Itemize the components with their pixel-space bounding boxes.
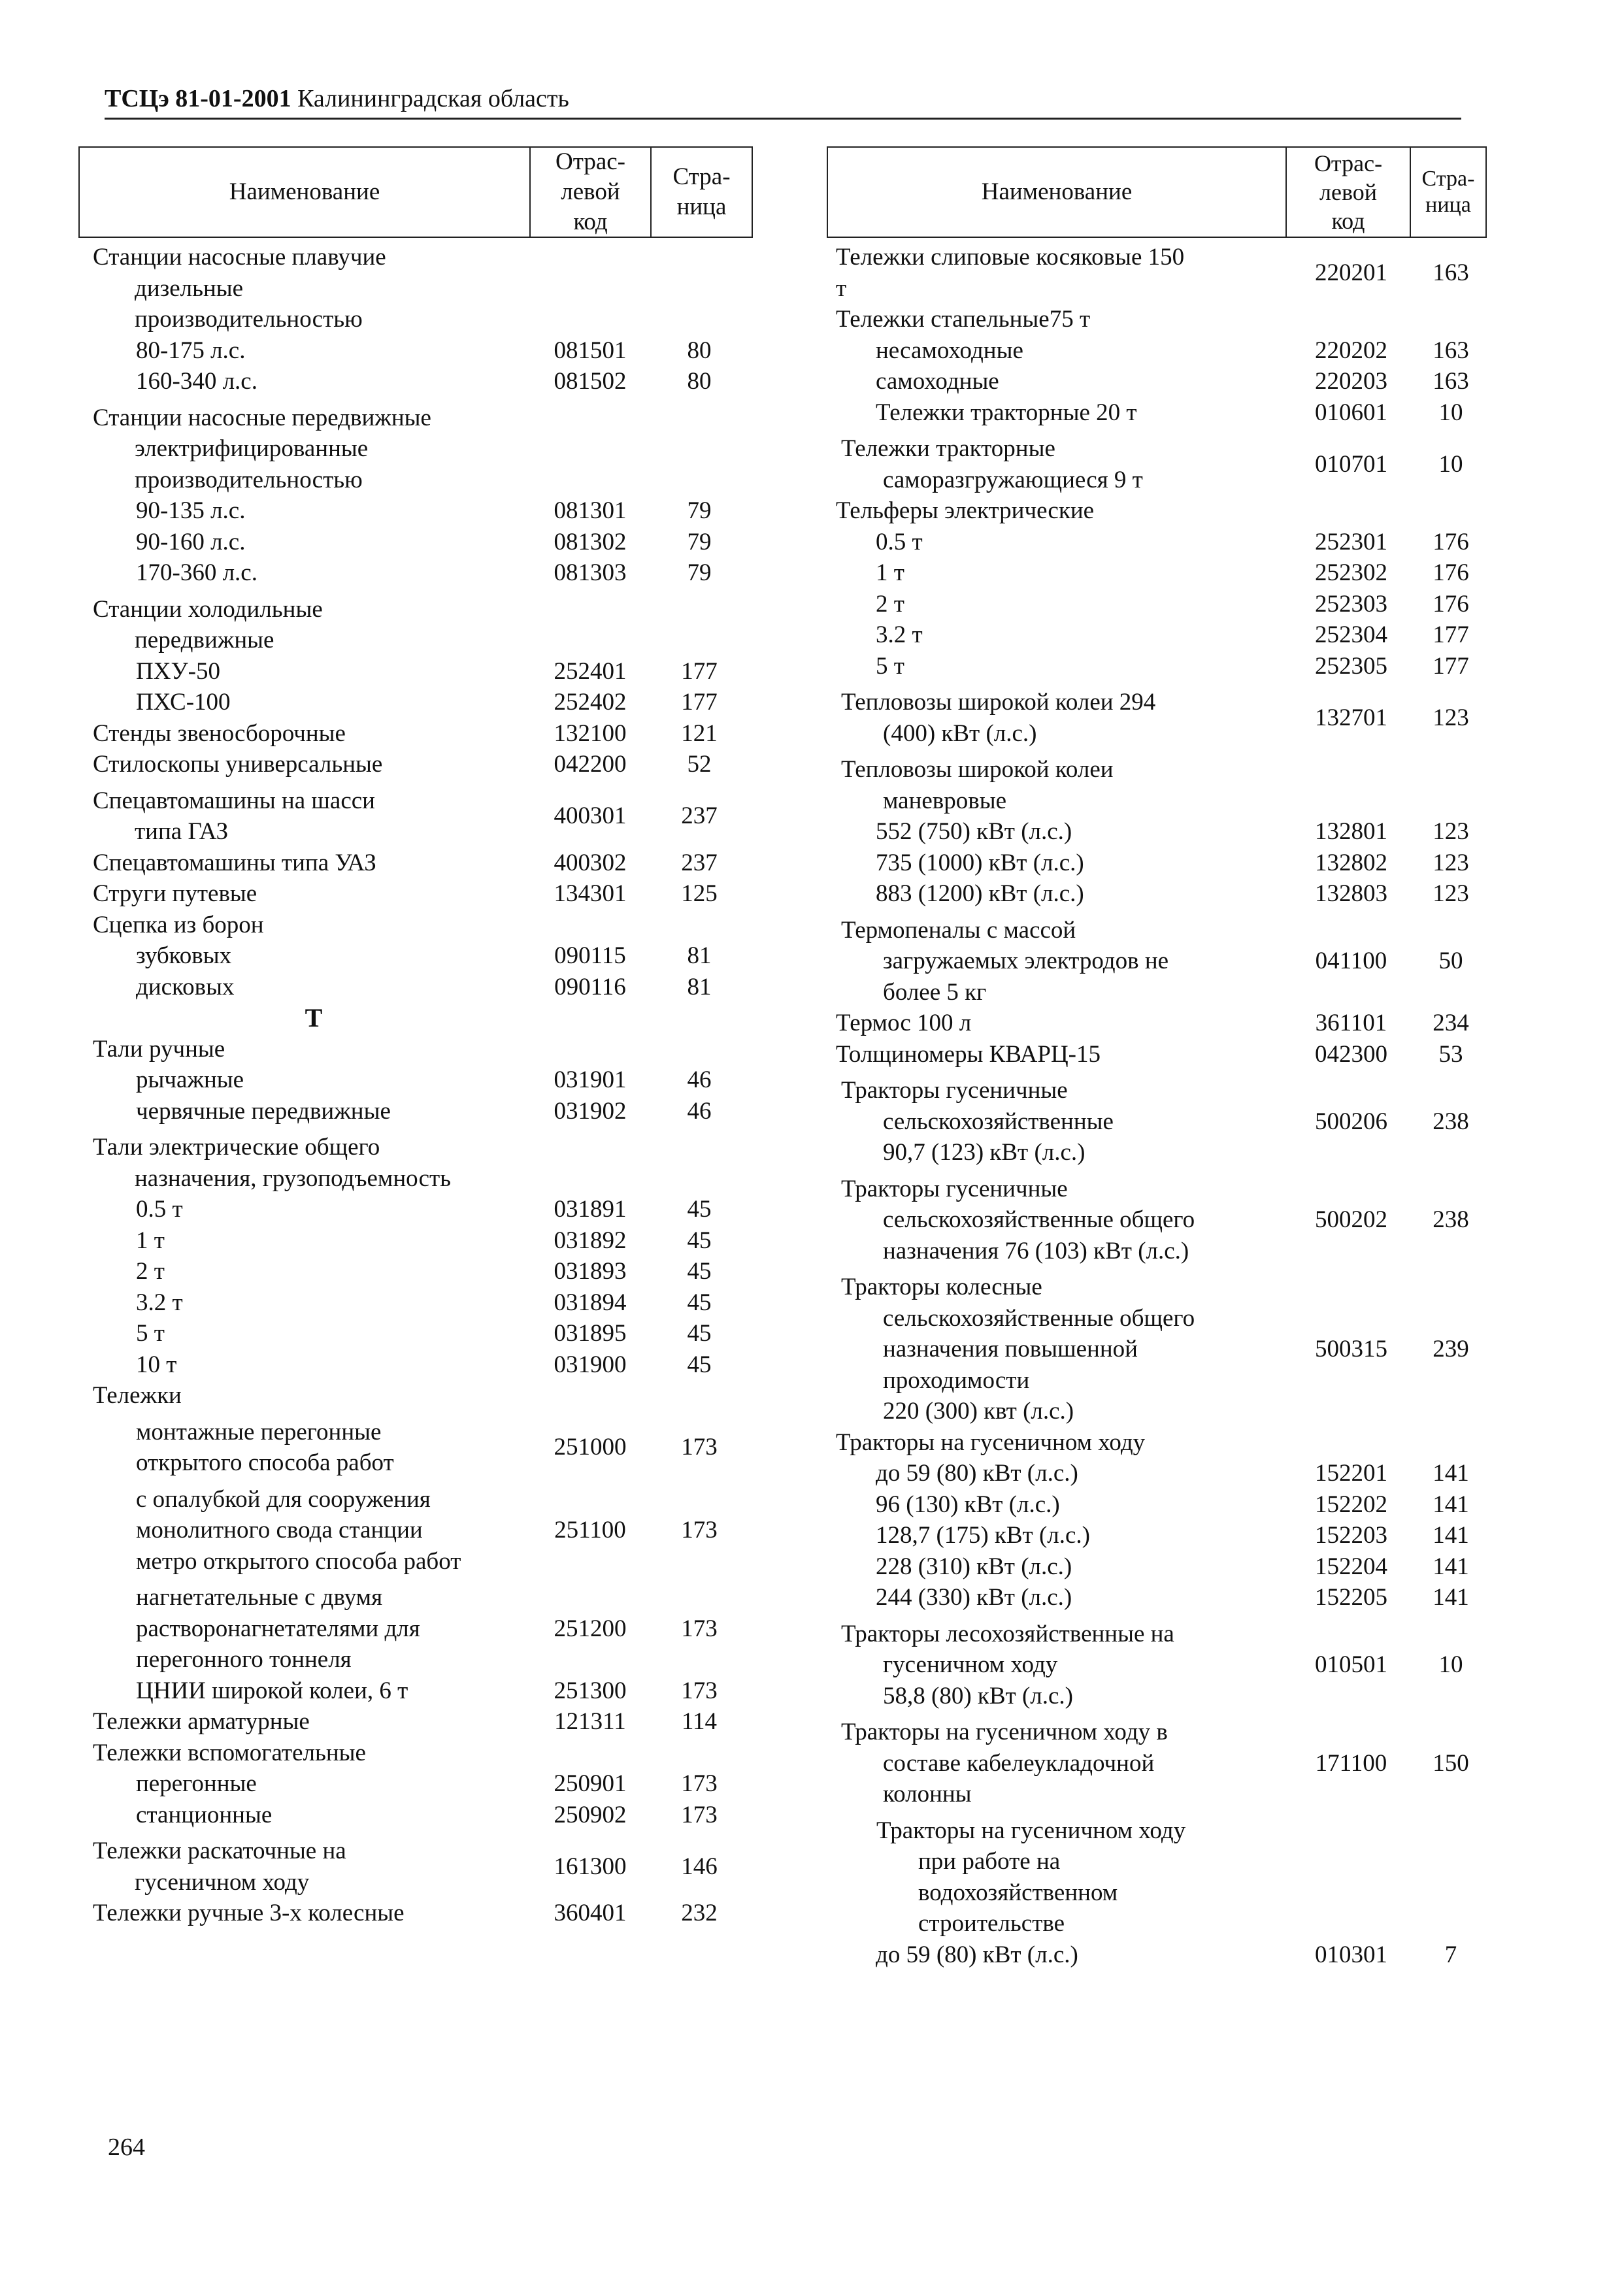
item-page: 123 bbox=[1433, 704, 1469, 731]
item-page: 123 bbox=[1433, 880, 1469, 907]
right-table-header bbox=[827, 146, 1487, 238]
index-row bbox=[78, 1706, 753, 1738]
item-name: рычажные bbox=[136, 1066, 244, 1093]
item-code: 252305 bbox=[1315, 652, 1387, 680]
item-code: 152205 bbox=[1315, 1584, 1387, 1611]
header-code-col: Отрас- левой код bbox=[1285, 148, 1410, 237]
item-page: 141 bbox=[1433, 1584, 1469, 1611]
item-name: Станции холодильные передвижные bbox=[93, 595, 323, 653]
index-row bbox=[78, 1256, 753, 1287]
item-page: 173 bbox=[681, 1615, 718, 1642]
index-row bbox=[827, 242, 1487, 304]
item-code: 081303 bbox=[554, 559, 627, 586]
item-page: 141 bbox=[1433, 1553, 1469, 1580]
item-name: 160-340 л.с. bbox=[136, 368, 257, 395]
index-row bbox=[827, 366, 1487, 397]
index-row bbox=[78, 687, 753, 718]
item-page: 173 bbox=[681, 1770, 718, 1797]
left-table-header bbox=[78, 146, 753, 238]
index-row bbox=[827, 878, 1487, 910]
item-page: 173 bbox=[681, 1801, 718, 1828]
right-index-column bbox=[827, 146, 1487, 1970]
item-page: 50 bbox=[1438, 948, 1463, 974]
item-code: 031901 bbox=[554, 1066, 627, 1093]
index-row bbox=[78, 1064, 753, 1096]
header-code: ТСЦэ 81-01-2001 bbox=[105, 85, 291, 112]
item-page: 79 bbox=[687, 528, 712, 555]
header-region: Калининградская область bbox=[291, 85, 569, 112]
item-name: 3.2 т bbox=[136, 1289, 183, 1316]
item-code: 010701 bbox=[1315, 450, 1387, 478]
item-name: 552 (750) кВт (л.с.) bbox=[876, 818, 1072, 845]
index-row bbox=[78, 910, 753, 941]
item-name: Термос 100 л bbox=[836, 1010, 972, 1036]
item-page: 80 bbox=[687, 337, 712, 364]
item-code: 010601 bbox=[1315, 399, 1387, 426]
item-code: 361101 bbox=[1315, 1010, 1387, 1036]
index-row bbox=[827, 1174, 1487, 1267]
item-name: Спецавтомашины типа УАЗ bbox=[93, 849, 376, 876]
item-code: 500202 bbox=[1315, 1206, 1387, 1233]
index-row bbox=[78, 1318, 753, 1349]
item-code: 500315 bbox=[1315, 1336, 1387, 1362]
item-code: 134301 bbox=[554, 880, 627, 907]
item-code: 152204 bbox=[1315, 1553, 1387, 1580]
index-row bbox=[78, 1096, 753, 1127]
item-code: 252302 bbox=[1315, 559, 1387, 586]
item-code: 250901 bbox=[554, 1770, 627, 1797]
item-name: 2 т bbox=[136, 1258, 165, 1285]
index-row bbox=[78, 1132, 753, 1194]
index-row bbox=[78, 1287, 753, 1319]
item-code: 251200 bbox=[554, 1615, 627, 1642]
item-name: 5 т bbox=[876, 652, 904, 680]
item-name: Тракторы на гусеничном ходу при работе на водохозяйственном строительстве bbox=[876, 1817, 1186, 1937]
item-code: 252401 bbox=[554, 657, 627, 685]
item-name: Тележки слиповые косяковые 150 т bbox=[836, 244, 1185, 302]
item-name: Спецавтомашины на шасси типа ГАЗ bbox=[93, 787, 375, 845]
item-code: 031900 bbox=[554, 1351, 627, 1378]
item-page: 10 bbox=[1438, 1651, 1463, 1678]
item-page: 46 bbox=[687, 1066, 712, 1093]
section-letter bbox=[78, 1002, 753, 1034]
item-code: 010501 bbox=[1315, 1651, 1387, 1678]
item-name: 228 (310) кВт (л.с.) bbox=[876, 1553, 1072, 1580]
index-row bbox=[827, 1008, 1487, 1039]
header-code-col: Отрас- левой код bbox=[529, 148, 650, 237]
item-page: 146 bbox=[681, 1853, 718, 1880]
item-page: 45 bbox=[687, 1196, 712, 1223]
index-row bbox=[78, 1582, 753, 1675]
item-name: зубковых bbox=[136, 942, 232, 969]
index-row bbox=[827, 1075, 1487, 1168]
index-row bbox=[827, 1272, 1487, 1427]
index-row bbox=[827, 1520, 1487, 1551]
item-page: 123 bbox=[1433, 849, 1469, 876]
index-row bbox=[78, 940, 753, 972]
item-name: 3.2 т bbox=[876, 621, 923, 648]
index-row bbox=[78, 594, 753, 656]
item-page: 79 bbox=[687, 559, 712, 586]
item-name: 0.5 т bbox=[136, 1196, 183, 1223]
item-name: монтажные перегонные открытого способа работ bbox=[136, 1418, 394, 1476]
item-code: 121311 bbox=[554, 1708, 626, 1735]
item-code: 152203 bbox=[1315, 1522, 1387, 1549]
item-code: 171100 bbox=[1315, 1749, 1387, 1777]
index-row bbox=[827, 1619, 1487, 1712]
index-row bbox=[78, 878, 753, 910]
item-page: 177 bbox=[1433, 652, 1469, 680]
index-row bbox=[78, 1675, 753, 1707]
item-name: 5 т bbox=[136, 1320, 165, 1347]
index-row bbox=[78, 366, 753, 397]
item-code: 220203 bbox=[1315, 368, 1387, 395]
header-name: Наименование bbox=[981, 178, 1133, 205]
item-page: 177 bbox=[1433, 621, 1469, 648]
index-row bbox=[827, 1551, 1487, 1583]
item-name: Тепловозы широкой колеи 294 (400) кВт (л.с.) bbox=[841, 689, 1156, 747]
index-row bbox=[827, 304, 1487, 335]
item-page: 232 bbox=[681, 1900, 718, 1926]
item-name: Толщиномеры КВАРЦ-15 bbox=[836, 1040, 1101, 1068]
item-page: 7 bbox=[1444, 1941, 1457, 1968]
item-name: Тележки тракторные 20 т bbox=[876, 399, 1137, 426]
item-name: самоходные bbox=[876, 368, 999, 395]
item-page: 123 bbox=[1433, 818, 1469, 845]
index-row bbox=[78, 1417, 753, 1479]
item-page: 173 bbox=[681, 1517, 718, 1543]
item-code: 400301 bbox=[554, 802, 627, 830]
item-code: 031893 bbox=[554, 1258, 627, 1285]
item-name: Тракторы лесохозяйственные на гусеничном ходу 58,8 (80) кВт (л.с.) bbox=[841, 1620, 1174, 1709]
item-code: 042300 bbox=[1315, 1040, 1387, 1068]
index-row bbox=[827, 816, 1487, 848]
item-name: до 59 (80) кВт (л.с.) bbox=[876, 1460, 1078, 1487]
item-page: 176 bbox=[1433, 590, 1469, 618]
item-code: 031894 bbox=[554, 1289, 627, 1316]
item-code: 132801 bbox=[1315, 818, 1387, 845]
item-name: перегонные bbox=[136, 1770, 257, 1797]
item-code: 031892 bbox=[554, 1227, 627, 1254]
item-code: 152202 bbox=[1315, 1491, 1387, 1518]
item-code: 251100 bbox=[554, 1517, 626, 1543]
right-rows bbox=[827, 242, 1487, 1970]
item-name: Сцепка из борон bbox=[93, 911, 264, 938]
index-row bbox=[827, 495, 1487, 527]
header-page-col: Стра- ница bbox=[1410, 148, 1485, 237]
item-name: 128,7 (175) кВт (л.с.) bbox=[876, 1522, 1090, 1549]
item-page: 53 bbox=[1438, 1040, 1463, 1068]
index-row bbox=[78, 1034, 753, 1065]
item-name: 2 т bbox=[876, 590, 904, 618]
item-page: 81 bbox=[687, 942, 712, 969]
item-name: ПХУ-50 bbox=[136, 657, 220, 685]
index-row bbox=[78, 1898, 753, 1929]
item-code: 081502 bbox=[554, 368, 627, 395]
item-name: Станции насосные передвижные электрифицированные производительностью bbox=[93, 404, 431, 493]
item-code: 251300 bbox=[554, 1677, 627, 1704]
index-row bbox=[78, 785, 753, 848]
item-name: Тали ручные bbox=[93, 1035, 225, 1063]
item-code: 152201 bbox=[1315, 1460, 1387, 1487]
item-name: Тележки раскаточные на гусеничном ходу bbox=[93, 1838, 346, 1896]
index-row bbox=[78, 1800, 753, 1831]
item-code: 132701 bbox=[1315, 704, 1387, 731]
index-row bbox=[78, 1349, 753, 1381]
item-page: 163 bbox=[1433, 368, 1469, 395]
item-page: 80 bbox=[687, 368, 712, 395]
index-row bbox=[78, 403, 753, 496]
item-name: 90-135 л.с. bbox=[136, 497, 246, 524]
item-code: 042200 bbox=[554, 751, 627, 778]
item-code: 031891 bbox=[554, 1196, 627, 1223]
item-name: Тракторы на гусеничном ходу в составе кабелеукладочной колонны bbox=[841, 1719, 1168, 1807]
item-name: Тележки арматурные bbox=[93, 1708, 310, 1735]
item-code: 031902 bbox=[554, 1097, 627, 1125]
item-code: 132100 bbox=[554, 719, 627, 747]
item-code: 132803 bbox=[1315, 880, 1387, 907]
item-name: 0.5 т bbox=[876, 528, 923, 555]
index-row bbox=[827, 848, 1487, 879]
index-row bbox=[78, 1836, 753, 1898]
item-code: 252301 bbox=[1315, 528, 1387, 555]
item-page: 237 bbox=[681, 802, 718, 830]
index-row bbox=[78, 527, 753, 558]
index-row bbox=[827, 1939, 1487, 1971]
item-page: 176 bbox=[1433, 528, 1469, 555]
item-name: 1 т bbox=[876, 559, 904, 586]
item-page: 238 bbox=[1433, 1206, 1469, 1233]
item-page: 45 bbox=[687, 1258, 712, 1285]
item-name: Струги путевые bbox=[93, 880, 257, 907]
index-row bbox=[827, 687, 1487, 749]
item-code: 031895 bbox=[554, 1320, 627, 1347]
page-number: 264 bbox=[108, 2134, 145, 2161]
item-name: 1 т bbox=[136, 1227, 165, 1254]
index-row bbox=[78, 557, 753, 589]
item-page: 79 bbox=[687, 497, 712, 524]
item-name: червячные передвижные bbox=[136, 1097, 391, 1125]
item-page: 163 bbox=[1433, 259, 1469, 286]
item-name: 735 (1000) кВт (л.с.) bbox=[876, 849, 1084, 876]
item-code: 090115 bbox=[554, 942, 626, 969]
index-row bbox=[827, 1039, 1487, 1070]
index-row bbox=[827, 557, 1487, 589]
index-row bbox=[827, 335, 1487, 367]
item-code: 360401 bbox=[554, 1900, 627, 1926]
index-row bbox=[827, 1458, 1487, 1489]
item-page: 176 bbox=[1433, 559, 1469, 586]
item-page: 121 bbox=[681, 719, 718, 747]
item-page: 150 bbox=[1433, 1749, 1469, 1777]
item-page: 10 bbox=[1438, 399, 1463, 426]
item-page: 177 bbox=[681, 689, 718, 716]
index-row bbox=[78, 848, 753, 879]
item-name: ПХС-100 bbox=[136, 689, 231, 716]
item-page: 45 bbox=[687, 1227, 712, 1254]
index-row bbox=[78, 242, 753, 335]
item-code: 081301 bbox=[554, 497, 627, 524]
item-page: 45 bbox=[687, 1351, 712, 1378]
item-code: 250902 bbox=[554, 1801, 627, 1828]
item-name: Тракторы колесные сельскохозяйственные общего назначения повышенной проходимости 220 (300) квт (л.с.) bbox=[841, 1274, 1195, 1425]
item-code: 081501 bbox=[554, 337, 627, 364]
item-name: 96 (130) кВт (л.с.) bbox=[876, 1491, 1060, 1518]
item-name: нагнетательные с двумя растворонагнетателями для перегонного тоннеля bbox=[136, 1584, 420, 1673]
item-name: Тележки ручные 3-х колесные bbox=[93, 1900, 405, 1926]
item-name: Тележки вспомогательные bbox=[93, 1739, 366, 1766]
index-row bbox=[78, 1380, 753, 1411]
item-page: 45 bbox=[687, 1320, 712, 1347]
index-row bbox=[827, 915, 1487, 1008]
item-code: 081302 bbox=[554, 528, 627, 555]
item-page: 125 bbox=[681, 880, 718, 907]
item-name: станционные bbox=[136, 1801, 273, 1828]
item-page: 173 bbox=[681, 1434, 718, 1461]
index-row bbox=[78, 495, 753, 527]
left-index-column bbox=[78, 146, 753, 1929]
index-row bbox=[827, 1717, 1487, 1810]
index-row bbox=[78, 1484, 753, 1577]
item-name: дисковых bbox=[136, 973, 235, 1000]
item-name: 80-175 л.с. bbox=[136, 337, 246, 364]
item-code: 252402 bbox=[554, 689, 627, 716]
index-row bbox=[78, 1768, 753, 1800]
item-code: 161300 bbox=[554, 1853, 627, 1880]
left-rows bbox=[78, 242, 753, 1929]
index-row bbox=[827, 527, 1487, 558]
item-page: 10 bbox=[1438, 450, 1463, 478]
index-row bbox=[827, 1489, 1487, 1521]
item-page: 173 bbox=[681, 1677, 718, 1704]
index-row bbox=[78, 1225, 753, 1257]
item-code: 252304 bbox=[1315, 621, 1387, 648]
index-row bbox=[78, 335, 753, 367]
item-name: несамоходные bbox=[876, 337, 1023, 364]
item-page: 141 bbox=[1433, 1491, 1469, 1518]
item-name: Стенды звеносборочные bbox=[93, 719, 346, 747]
index-row bbox=[827, 433, 1487, 495]
index-row bbox=[827, 589, 1487, 620]
item-code: 252303 bbox=[1315, 590, 1387, 618]
index-row bbox=[78, 718, 753, 750]
item-name: Тележки тракторные саморазгружающиеся 9 т bbox=[841, 435, 1143, 493]
item-name: Тракторы гусеничные сельскохозяйственные 90,7 (123) кВт (л.с.) bbox=[841, 1077, 1114, 1166]
index-row bbox=[827, 619, 1487, 651]
item-name: ЦНИИ широкой колеи, 6 т bbox=[136, 1677, 408, 1704]
item-name: 10 т bbox=[136, 1351, 177, 1378]
index-row bbox=[827, 397, 1487, 429]
item-code: 132802 bbox=[1315, 849, 1387, 876]
item-name: Тележки стапельные75 т bbox=[836, 306, 1091, 333]
item-page: 52 bbox=[687, 751, 712, 778]
item-page: 163 bbox=[1433, 337, 1469, 364]
index-row bbox=[78, 656, 753, 687]
item-name: Термопеналы с массой загружаемых электродов не более 5 кг bbox=[841, 916, 1169, 1006]
item-page: 141 bbox=[1433, 1460, 1469, 1487]
item-code: 500206 bbox=[1315, 1108, 1387, 1135]
item-page: 45 bbox=[687, 1289, 712, 1316]
item-name: 170-360 л.с. bbox=[136, 559, 257, 586]
index-row bbox=[827, 1427, 1487, 1459]
item-name: Тепловозы широкой колеи маневровые bbox=[841, 756, 1114, 814]
item-name: Тракторы на гусеничном ходу bbox=[836, 1428, 1146, 1456]
item-name: Тали электрические общего назначения, грузоподъемность bbox=[93, 1134, 452, 1192]
item-name: Тельферы электрические bbox=[836, 497, 1095, 524]
item-name: 883 (1200) кВт (л.с.) bbox=[876, 880, 1084, 907]
item-page: 238 bbox=[1433, 1108, 1469, 1135]
item-page: 234 bbox=[1433, 1010, 1469, 1036]
item-code: 220202 bbox=[1315, 337, 1387, 364]
index-row bbox=[827, 1582, 1487, 1613]
item-code: 251000 bbox=[554, 1434, 627, 1461]
item-code: 400302 bbox=[554, 849, 627, 876]
item-name: Тележки bbox=[93, 1382, 182, 1409]
item-name: Тракторы гусеничные сельскохозяйственные общего назначения 76 (103) кВт (л.с.) bbox=[841, 1175, 1195, 1264]
index-row bbox=[827, 651, 1487, 682]
item-name: с опалубкой для сооружения монолитного свода станции метро открытого способа работ bbox=[136, 1485, 461, 1575]
item-page: 141 bbox=[1433, 1522, 1469, 1549]
item-page: 46 bbox=[687, 1097, 712, 1125]
item-page: 177 bbox=[681, 657, 718, 685]
index-row bbox=[827, 754, 1487, 816]
header-name: Наименование bbox=[229, 178, 380, 205]
item-name: Стилоскопы универсальные bbox=[93, 751, 383, 778]
header-page-col: Стра- ница bbox=[650, 148, 752, 237]
page-header bbox=[105, 84, 1461, 120]
item-code: 010301 bbox=[1315, 1941, 1387, 1968]
item-page: 81 bbox=[687, 973, 712, 1000]
index-row bbox=[78, 1194, 753, 1225]
index-row bbox=[78, 1738, 753, 1769]
item-code: 220201 bbox=[1315, 259, 1387, 286]
item-name: 90-160 л.с. bbox=[136, 528, 246, 555]
index-row bbox=[827, 1815, 1487, 1939]
index-row bbox=[78, 749, 753, 780]
item-name: до 59 (80) кВт (л.с.) bbox=[876, 1941, 1078, 1968]
item-page: 239 bbox=[1433, 1336, 1469, 1362]
item-page: 237 bbox=[681, 849, 718, 876]
item-name: Станции насосные плавучие дизельные производительностью bbox=[93, 244, 386, 333]
item-code: 090116 bbox=[554, 973, 626, 1000]
item-name: 244 (330) кВт (л.с.) bbox=[876, 1584, 1072, 1611]
index-row bbox=[78, 972, 753, 1003]
item-name: Т bbox=[305, 1003, 323, 1032]
item-page: 114 bbox=[681, 1708, 718, 1735]
item-code: 041100 bbox=[1315, 948, 1387, 974]
